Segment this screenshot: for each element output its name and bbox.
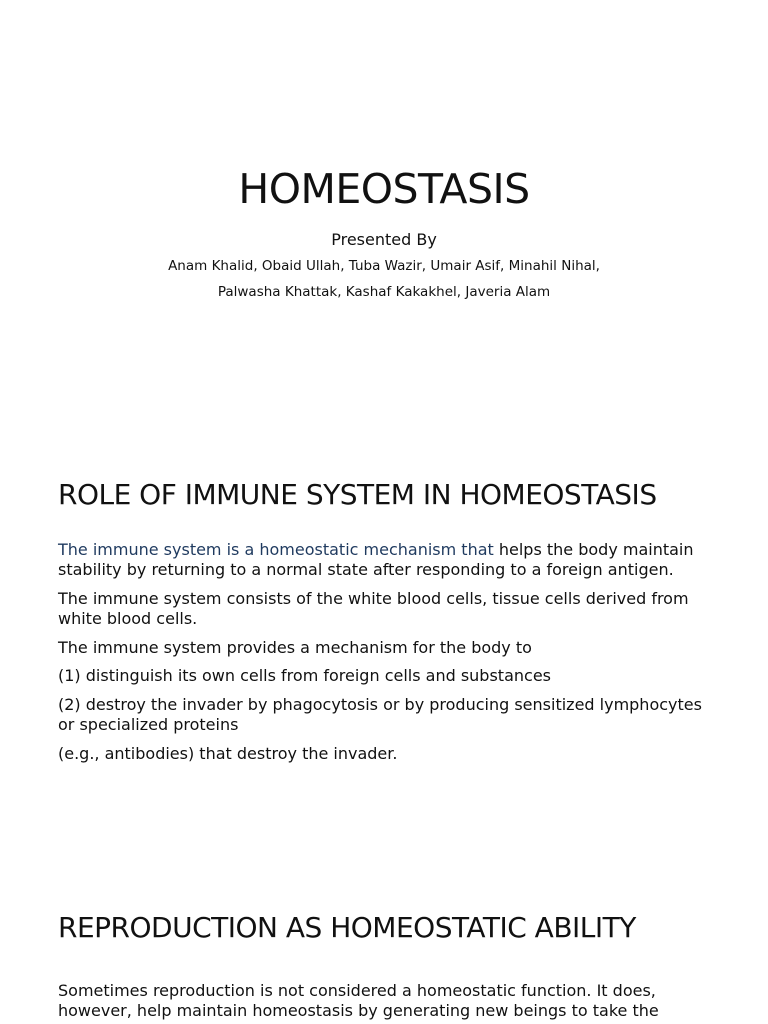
immune-paragraph-2: The immune system consists of the white blood cells, tissue cells derived from white blood cells. <box>58 589 689 628</box>
document-title: HOMEOSTASIS <box>238 165 530 213</box>
author-line-1: Anam Khalid, Obaid Ullah, Tuba Wazir, Umair Asif, Minahil Nihal, <box>168 258 600 274</box>
immune-paragraph-3: The immune system provides a mechanism for the body to <box>58 638 532 657</box>
immune-system-section <box>58 478 718 773</box>
author-line-2: Palwasha Khattak, Kashaf Kakakhel, Javeria Alam <box>217 284 551 300</box>
reproduction-section-heading: REPRODUCTION AS HOMEOSTATIC ABILITY <box>58 911 636 944</box>
immune-paragraph-1-rest: helps the body maintain stability by returning to a normal state after responding to a foreign antigen. <box>58 540 694 579</box>
immune-section-heading: ROLE OF IMMUNE SYSTEM IN HOMEOSTASIS <box>58 478 657 511</box>
immune-paragraph-1 <box>58 540 718 580</box>
presented-by-label: Presented By <box>331 230 437 249</box>
immune-paragraph-6: (e.g., antibodies) that destroy the invader. <box>58 744 398 763</box>
reproduction-paragraph-1: Sometimes reproduction is not considered a homeostatic function. It does, however, help maintain homeostasis by generating new beings to take the <box>58 981 659 1020</box>
title-block <box>0 163 768 305</box>
author-list <box>0 253 768 305</box>
immune-paragraph-1-highlight: The immune system is a homeostatic mechanism that <box>58 540 494 559</box>
reproduction-section <box>58 911 718 1021</box>
immune-paragraph-4: (1) distinguish its own cells from foreign cells and substances <box>58 666 551 685</box>
immune-paragraph-5: (2) destroy the invader by phagocytosis or by producing sensitized lymphocytes or specialized proteins <box>58 695 702 734</box>
